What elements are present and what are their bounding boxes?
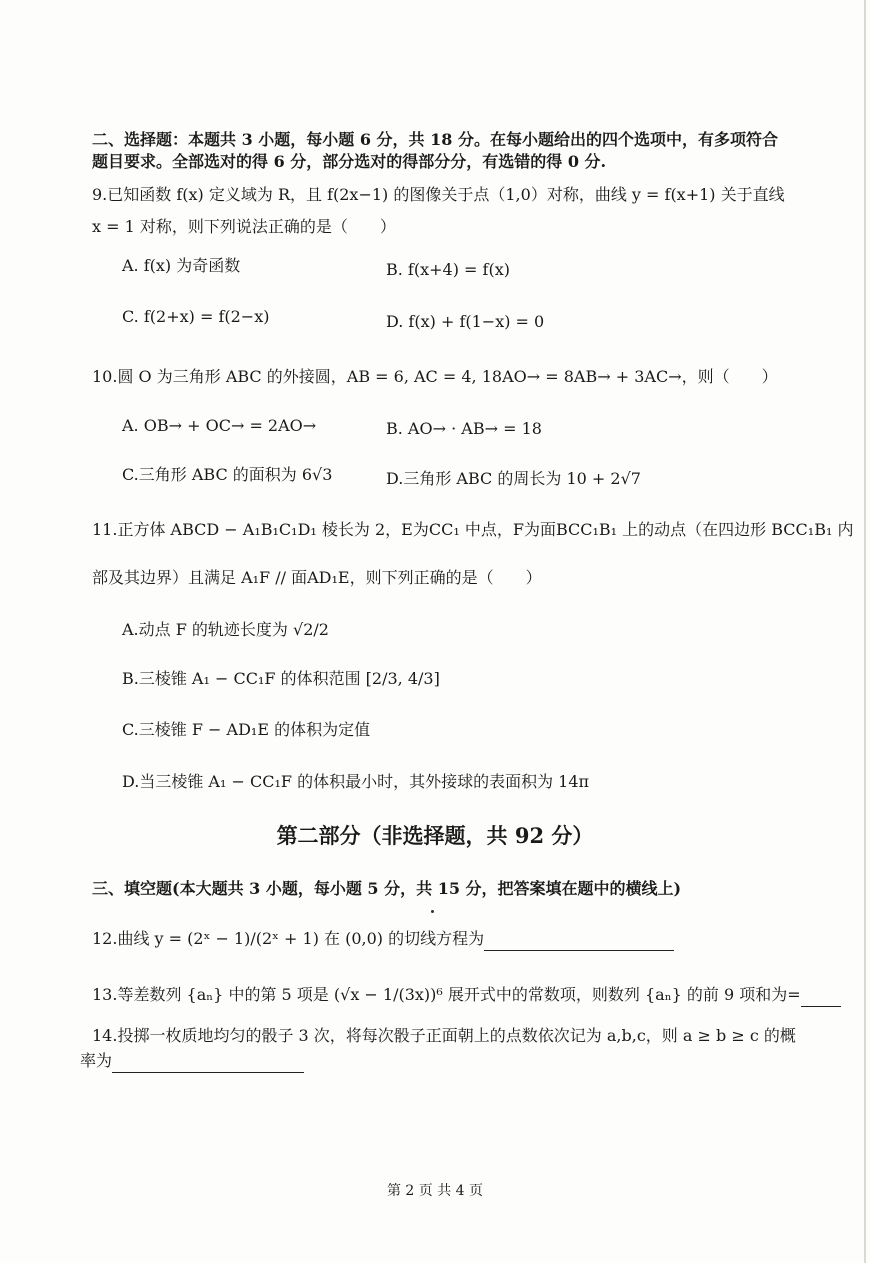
q14-stem-line2 [80,1049,304,1073]
section2-title-line2: 题目要求。全部选对的得 6 分，部分选对的得部分分，有选错的得 0 分. [92,152,607,171]
q14-answer-blank[interactable] [112,1054,304,1073]
q14-text: 率为 [80,1051,113,1070]
q9-stem-line2: x = 1 对称，则下列说法正确的是（ ） [92,217,396,236]
scan-edge [864,0,866,1263]
q13-answer-blank[interactable] [801,988,841,1007]
section2-title-line1: 二、选择题：本题共 3 小题，每小题 6 分，共 18 分。在每小题给出的四个选项中，有多项符合 [92,130,778,149]
q10-option-c: C.三角形 ABC 的面积为 6√3 [122,465,333,484]
q11-option-a: A.动点 F 的轨迹长度为 √2/2 [122,620,329,639]
q13-text: 13.等差数列 {aₙ} 中的第 5 项是 (√x − 1/(3x))⁶ 展开式中的常数项，则数列 {aₙ} 的前 9 项和为= [92,985,801,1004]
q11-stem-line2: 部及其边界）且满足 A₁F // 面AD₁E，则下列正确的是（ ） [92,568,542,587]
q9-option-a: A. f(x) 为奇函数 [122,256,241,275]
q13-stem [92,983,841,1007]
q11-option-d: D.当三棱锥 A₁ − CC₁F 的体积最小时，其外接球的表面积为 14π [122,772,590,791]
q10-option-d: D.三角形 ABC 的周长为 10 + 2√7 [386,469,641,488]
q9-option-d: D. f(x) + f(1−x) = 0 [386,312,545,331]
q9-stem-line1: 9.已知函数 f(x) 定义域为 R，且 f(2x−1) 的图像关于点（1,0）对称，曲线 y = f(x+1) 关于直线 [92,185,785,204]
q9-option-c: C. f(2+x) = f(2−x) [122,307,270,326]
q12-stem [92,927,674,951]
q11-option-c: C.三棱锥 F − AD₁E 的体积为定值 [122,720,371,739]
page-footer: 第 2 页 共 4 页 [386,1183,484,1199]
q10-option-b: B. AO→ · AB→ = 18 [386,419,542,438]
q9-option-b: B. f(x+4) = f(x) [386,260,510,279]
q10-option-a: A. OB→ + OC→ = 2AO→ [122,416,317,435]
q11-stem-line1: 11.正方体 ABCD − A₁B₁C₁D₁ 棱长为 2，E为CC₁ 中点，F为面BCC₁B₁ 上的动点（在四边形 BCC₁B₁ 内 [92,520,854,539]
q10-stem: 10.圆 O 为三角形 ABC 的外接圆，AB = 6, AC = 4, 18AO→ = 8AB→ + 3AC→，则（ ） [92,367,778,386]
section3-title: 三、填空题(本大题共 3 小题，每小题 5 分，共 15 分，把答案填在题中的横线上) [92,879,682,898]
part2-heading: 第二部分（非选择题，共 92 分） [276,823,594,848]
q11-option-b: B.三棱锥 A₁ − CC₁F 的体积范围 [2/3, 4/3] [122,669,440,688]
q12-answer-blank[interactable] [484,932,674,951]
q14-stem-line1: 14.投掷一枚质地均匀的骰子 3 次，将每次骰子正面朝上的点数依次记为 a,b,c，则 a ≥ b ≥ c 的概 [92,1026,796,1045]
scan-speck [431,910,434,913]
q12-text: 12.曲线 y = (2ˣ − 1)/(2ˣ + 1) 在 (0,0) 的切线方程为 [92,929,485,948]
